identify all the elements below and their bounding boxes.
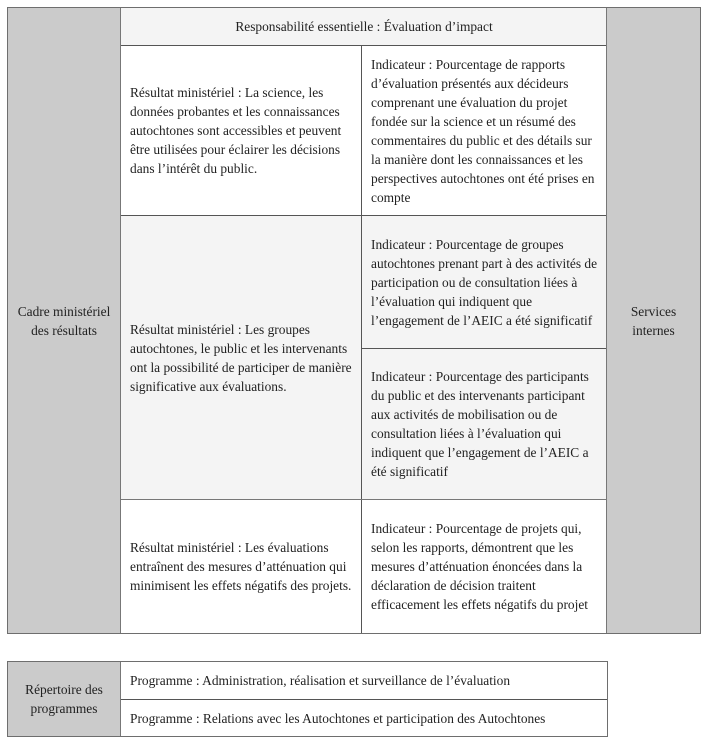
program-cell-2 <box>121 700 607 736</box>
result-cell-3 <box>121 500 361 633</box>
divider <box>121 215 606 216</box>
divider <box>121 499 606 500</box>
program-inventory-label-cell <box>8 662 120 736</box>
indicator-cell-2b <box>362 349 607 499</box>
internal-services-label: Services internes <box>630 303 677 338</box>
divider <box>121 45 606 46</box>
core-responsibility-text: Responsabilité essentielle : Évaluation d’impact <box>235 19 493 34</box>
result-text-1: Résultat ministériel : La science, les données probantes et les connaissances autochtones sont accessibles et peuvent être utilisées pour éclairer les décisions dans l’intérêt du public. <box>130 85 342 176</box>
result-cell-2 <box>121 216 361 499</box>
divider <box>606 8 607 633</box>
indicator-text-1: Indicateur : Pourcentage de rapports d’évaluation présentés aux décideurs comprenant une évaluation du projet fondée sur la science et un résumé des commentaires du public et des détails sur la manière dont les connaissances et les perspectives autochtones ont été prises en compte <box>371 56 595 205</box>
result-text-3: Résultat ministériel : Les évaluations entraînent des mesures d’atténuation qui minimisent les effets négatifs des projets. <box>130 540 352 593</box>
program-cell-1 <box>121 662 607 699</box>
program-text-1: Programme : Administration, réalisation et surveillance de l’évaluation <box>130 673 511 688</box>
divider <box>361 45 362 633</box>
result-cell-1 <box>121 46 361 215</box>
indicator-text-3: Indicateur : Pourcentage de projets qui, selon les rapports, démontrent que les mesures d’atténuation énoncées dans la déclaration de décision traitent efficacement les effets négatifs du projet <box>371 521 589 612</box>
result-text-2: Résultat ministériel : Les groupes autochtones, le public et les intervenants ont la possibilité de participer de manière significative aux évaluations. <box>130 321 352 394</box>
indicator-cell-2a <box>362 216 607 348</box>
right-label-cell <box>607 8 700 633</box>
program-text-2: Programme : Relations avec les Autochtones et participation des Autochtones <box>130 710 546 726</box>
divider <box>362 348 606 349</box>
indicator-text-2b: Indicateur : Pourcentage des participants du public et des intervenants participant aux activités de mobilisation ou de consultation liées à l’évaluation qui indiquent que l’engagement de l’AEIC a été significatif <box>371 369 589 479</box>
indicator-cell-1 <box>362 46 607 215</box>
left-label-cell <box>8 8 120 633</box>
indicator-cell-3 <box>362 500 607 633</box>
program-inventory-label: Répertoire des programmes <box>25 682 103 716</box>
divider <box>120 8 121 633</box>
framework-label: Cadre ministériel des résultats <box>17 303 111 338</box>
indicator-text-2a: Indicateur : Pourcentage de groupes autochtones prenant part à des activités de participation ou de consultation liées à l’évaluation qui indiquent que l’engagement de l’AEIC a été significatif <box>371 236 598 328</box>
core-responsibility-header <box>121 8 607 45</box>
divider <box>121 699 607 700</box>
